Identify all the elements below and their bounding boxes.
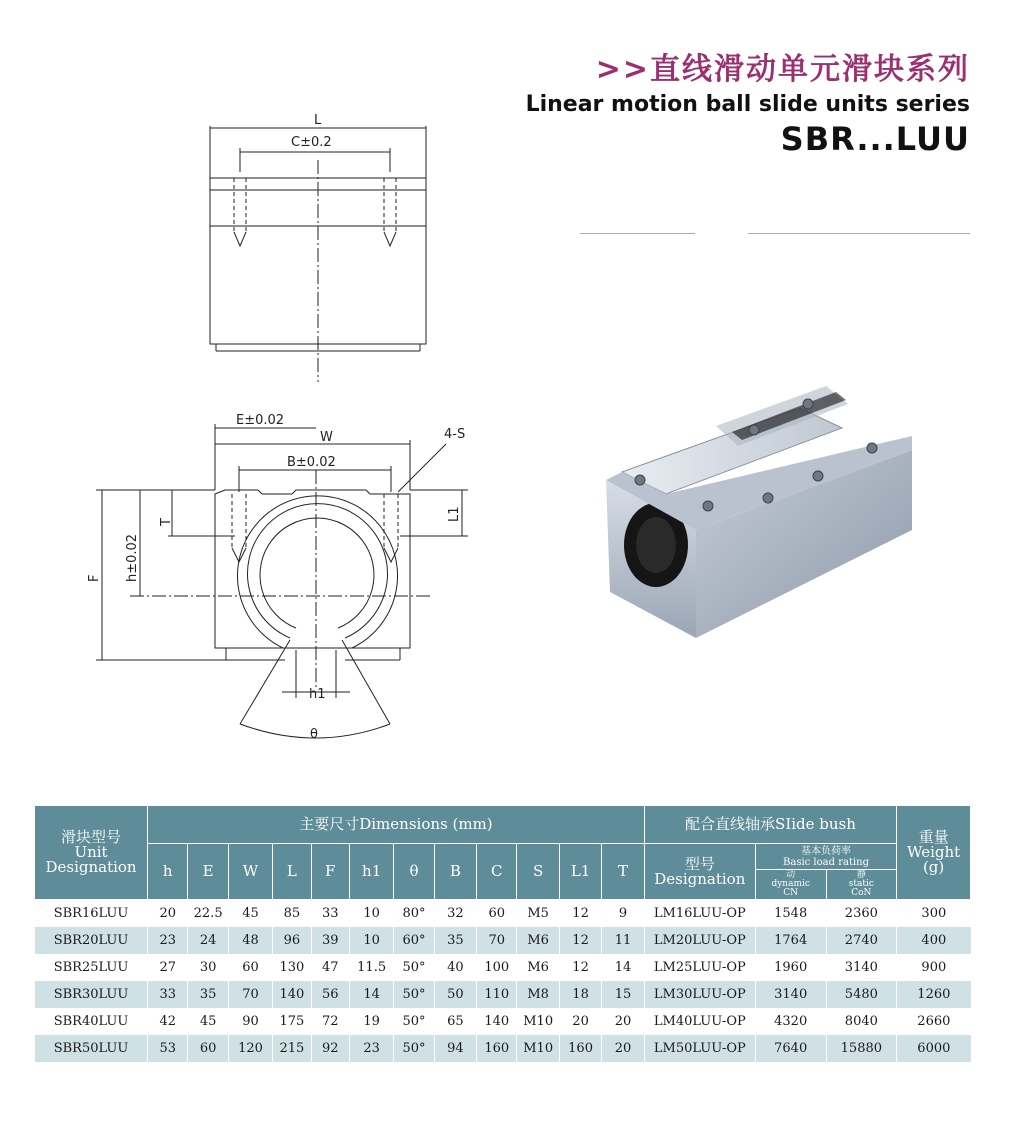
- table-cell: 3140: [755, 981, 826, 1008]
- spec-table: [34, 805, 971, 1062]
- table-cell: 120: [228, 1035, 272, 1062]
- table-cell: 60: [228, 954, 272, 981]
- col-slide-bush: 配合直线轴承SIide bush: [644, 806, 896, 844]
- table-cell: 10: [349, 900, 393, 928]
- table-cell: LM16LUU-OP: [644, 900, 755, 928]
- table-cell: 19: [349, 1008, 393, 1035]
- col-dynamic: 动 dynamic CN: [755, 870, 826, 900]
- table-cell: 20: [602, 1008, 645, 1035]
- table-cell: 40: [434, 954, 476, 981]
- table-cell: 33: [148, 981, 188, 1008]
- table-cell: 24: [188, 927, 228, 954]
- spec-table-body: [35, 900, 971, 1063]
- table-cell: 7640: [755, 1035, 826, 1062]
- table-cell: M5: [517, 900, 559, 928]
- col-dimensions: 主要尺寸Dimensions (mm): [148, 806, 645, 844]
- table-cell: 12: [559, 927, 601, 954]
- table-cell: 94: [434, 1035, 476, 1062]
- table-cell: M6: [517, 954, 559, 981]
- table-cell: 50°: [394, 981, 434, 1008]
- table-cell: M8: [517, 981, 559, 1008]
- table-row: [35, 927, 971, 954]
- dim-F-label: F: [87, 574, 102, 582]
- col-W: W: [228, 844, 272, 900]
- col-weight: 重量 Weight (g): [897, 806, 971, 900]
- table-cell: 50°: [394, 1008, 434, 1035]
- table-cell: 96: [273, 927, 311, 954]
- col-L: L: [273, 844, 311, 900]
- table-cell: SBR16LUU: [35, 900, 148, 928]
- dim-L-label: L: [314, 113, 322, 128]
- table-cell: 47: [311, 954, 349, 981]
- table-row: [35, 1035, 971, 1062]
- table-cell: 14: [602, 954, 645, 981]
- table-cell: 15880: [826, 1035, 897, 1062]
- title-chinese: >>直线滑动单元滑块系列: [595, 52, 970, 87]
- table-cell: M6: [517, 927, 559, 954]
- table-cell: 50: [434, 981, 476, 1008]
- table-cell: 90: [228, 1008, 272, 1035]
- table-cell: 56: [311, 981, 349, 1008]
- table-cell: 11.5: [349, 954, 393, 981]
- table-cell: 9: [602, 900, 645, 928]
- table-cell: 8040: [826, 1008, 897, 1035]
- table-cell: 30: [188, 954, 228, 981]
- table-cell: 300: [897, 900, 971, 928]
- table-cell: 110: [477, 981, 517, 1008]
- table-cell: 400: [897, 927, 971, 954]
- table-cell: 215: [273, 1035, 311, 1062]
- table-cell: LM25LUU-OP: [644, 954, 755, 981]
- col-unit-designation: 滑块型号 Unit Designation: [35, 806, 148, 900]
- table-cell: 160: [559, 1035, 601, 1062]
- dim-4S-label: 4-S: [444, 427, 466, 442]
- table-cell: 27: [148, 954, 188, 981]
- table-row: [35, 900, 971, 928]
- table-cell: 18: [559, 981, 601, 1008]
- table-cell: 35: [434, 927, 476, 954]
- table-cell: 60: [477, 900, 517, 928]
- table-cell: 160: [477, 1035, 517, 1062]
- table-cell: 35: [188, 981, 228, 1008]
- table-cell: 20: [602, 1035, 645, 1062]
- table-cell: 39: [311, 927, 349, 954]
- table-cell: 3140: [826, 954, 897, 981]
- table-cell: 10: [349, 927, 393, 954]
- table-cell: 45: [228, 900, 272, 928]
- table-cell: 140: [477, 1008, 517, 1035]
- table-cell: SBR25LUU: [35, 954, 148, 981]
- table-cell: 80°: [394, 900, 434, 928]
- col-T: T: [602, 844, 645, 900]
- table-cell: 130: [273, 954, 311, 981]
- dim-L1-label: L1: [447, 506, 462, 522]
- table-cell: 100: [477, 954, 517, 981]
- table-cell: 48: [228, 927, 272, 954]
- table-row: [35, 954, 971, 981]
- table-cell: LM30LUU-OP: [644, 981, 755, 1008]
- table-cell: 5480: [826, 981, 897, 1008]
- table-cell: 900: [897, 954, 971, 981]
- table-cell: 2740: [826, 927, 897, 954]
- col-load-rating: 基本负荷率 Basic load rating: [755, 844, 896, 870]
- table-cell: 12: [559, 900, 601, 928]
- col-B: B: [434, 844, 476, 900]
- col-E: E: [188, 844, 228, 900]
- table-cell: SBR20LUU: [35, 927, 148, 954]
- dim-E-label: E±0.02: [236, 413, 285, 428]
- dim-C-label: C±0.2: [291, 135, 332, 150]
- table-cell: LM50LUU-OP: [644, 1035, 755, 1062]
- table-cell: 33: [311, 900, 349, 928]
- table-cell: 20: [148, 900, 188, 928]
- table-cell: 15: [602, 981, 645, 1008]
- table-cell: 70: [477, 927, 517, 954]
- table-cell: 85: [273, 900, 311, 928]
- table-cell: M10: [517, 1035, 559, 1062]
- table-cell: 32: [434, 900, 476, 928]
- table-cell: 1260: [897, 981, 971, 1008]
- dim-B-label: B±0.02: [287, 455, 336, 470]
- table-cell: SBR50LUU: [35, 1035, 148, 1062]
- col-theta: θ: [394, 844, 434, 900]
- table-cell: 50°: [394, 1035, 434, 1062]
- table-cell: 1960: [755, 954, 826, 981]
- dim-h1-label: h1: [309, 687, 326, 702]
- table-cell: LM40LUU-OP: [644, 1008, 755, 1035]
- table-cell: 60: [188, 1035, 228, 1062]
- table-cell: 50°: [394, 954, 434, 981]
- table-cell: 72: [311, 1008, 349, 1035]
- table-cell: 175: [273, 1008, 311, 1035]
- table-cell: 6000: [897, 1035, 971, 1062]
- table-cell: 140: [273, 981, 311, 1008]
- col-L1: L1: [559, 844, 601, 900]
- table-cell: 1548: [755, 900, 826, 928]
- table-cell: 42: [148, 1008, 188, 1035]
- table-cell: SBR30LUU: [35, 981, 148, 1008]
- table-cell: 1764: [755, 927, 826, 954]
- col-F: F: [311, 844, 349, 900]
- table-cell: M10: [517, 1008, 559, 1035]
- col-h: h: [148, 844, 188, 900]
- slide-unit-photo: [596, 380, 916, 642]
- dim-T-label: T: [159, 518, 174, 526]
- table-cell: 22.5: [188, 900, 228, 928]
- table-cell: 23: [349, 1035, 393, 1062]
- table-cell: 65: [434, 1008, 476, 1035]
- col-C: C: [477, 844, 517, 900]
- col-S: S: [517, 844, 559, 900]
- model-series: SBR...LUU: [780, 120, 970, 158]
- table-cell: 2360: [826, 900, 897, 928]
- table-cell: 20: [559, 1008, 601, 1035]
- dim-W-label: W: [320, 430, 333, 445]
- dim-h-label: h±0.02: [125, 533, 140, 582]
- table-cell: 2660: [897, 1008, 971, 1035]
- table-cell: 53: [148, 1035, 188, 1062]
- table-cell: LM20LUU-OP: [644, 927, 755, 954]
- col-static: 静 static CoN: [826, 870, 897, 900]
- table-cell: 23: [148, 927, 188, 954]
- technical-drawing: [0, 0, 600, 760]
- table-cell: SBR40LUU: [35, 1008, 148, 1035]
- table-row: [35, 1008, 971, 1035]
- dim-theta-label: θ: [310, 727, 318, 742]
- table-cell: 11: [602, 927, 645, 954]
- table-cell: 70: [228, 981, 272, 1008]
- title-english: Linear motion ball slide units series: [525, 92, 970, 117]
- col-h1: h1: [349, 844, 393, 900]
- col-bush-designation: 型号 Designation: [644, 844, 755, 900]
- front-view-drawing: [96, 424, 468, 738]
- table-cell: 92: [311, 1035, 349, 1062]
- table-cell: 60°: [394, 927, 434, 954]
- divider-right: [748, 233, 970, 234]
- table-cell: 4320: [755, 1008, 826, 1035]
- table-row: [35, 981, 971, 1008]
- table-cell: 14: [349, 981, 393, 1008]
- table-cell: 12: [559, 954, 601, 981]
- table-cell: 45: [188, 1008, 228, 1035]
- top-view-drawing: [210, 126, 426, 382]
